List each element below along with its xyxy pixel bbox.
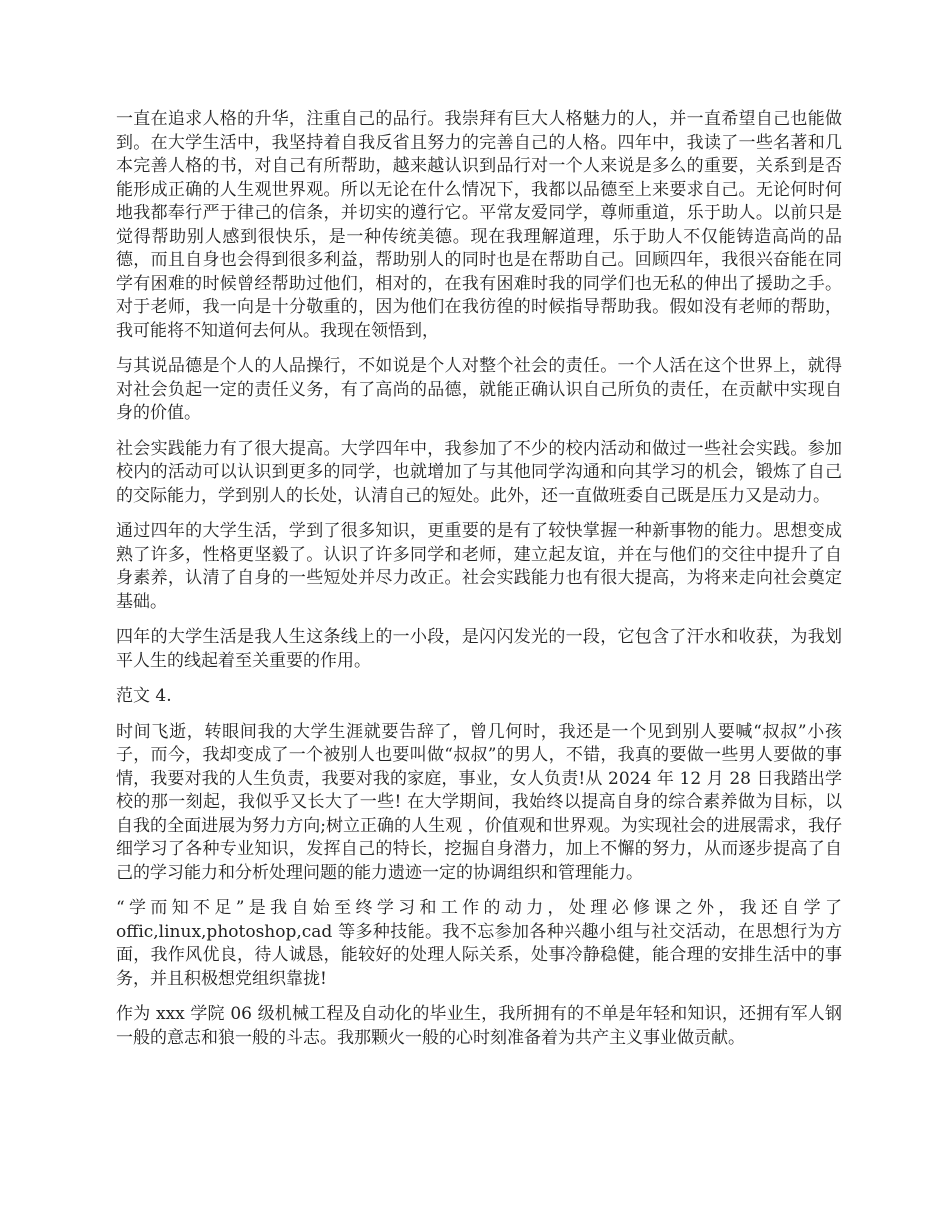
paragraph-time-flies: 时间飞逝，转眼间我的大学生涯就要告辞了，曾几何时，我还是一个见到别人要喊“叔叔”小孩子，而今，我却变成了一个被别人也要叫做“叔叔”的男人，不错，我真的要做一些男人要做的事情，我要对我的人生负责，我要对我的家庭，事业，女人负责!从 2024 年 12 月 28 日我踏出学校的那一刻起，我似乎又长大了一些! 在大学期间，我始终以提高自身的综合素养做为目标，以自我的全面进展为努力方向;树立正确的人生观 ，价值观和世界观。为实现社会的进展需求，我仔细学习了各种专业知识，发挥自己的特长，挖掘自身潜力，加上不懈的努力，从而逐步提高了自己的学习能力和分析处理问题的能力遗迹一定的协调组织和管理能力。	[116, 721, 842, 883]
paragraph-university-life: 四年的大学生活是我人生这条线上的一小段，是闪闪发光的一段，它包含了汗水和收获，为我划平人生的线起着至关重要的作用。	[116, 627, 842, 671]
document-body	[116, 108, 842, 1062]
paragraph-social-responsibility: 与其说品德是个人的人品操行，不如说是个人对整个社会的责任。一个人活在这个世界上，就得对社会负起一定的责任义务，有了高尚的品德，就能正确认识自己所负的责任，在贡献中实现自身的价值。	[116, 356, 842, 423]
paragraph-graduate-statement: 作为 xxx 学院 06 级机械工程及自动化的毕业生，我所拥有的不单是年轻和知识，还拥有军人钢一般的意志和狼一般的斗志。我那颗火一般的心时刻准备着为共产主义事业做贡献。	[116, 1004, 842, 1048]
paragraph-self-study: “学而知不足”是我自始至终学习和工作的动力，处理必修课之外，我还自学了 offic,linux,photoshop,cad 等多种技能。我不忘参加各种兴趣小组与社交活动，在思想行为方面，我作风优良，待人诚恳，能较好的处理人际关系，处事冷静稳健，能合理的安排生活中的事务，并且积极想党组织靠拢!	[116, 898, 842, 989]
paragraph-knowledge-growth: 通过四年的大学生活，学到了很多知识，更重要的是有了较快掌握一种新事物的能力。思想变成熟了许多，性格更坚毅了。认识了许多同学和老师，建立起友谊，并在与他们的交往中提升了自身素养，认清了自身的一些短处并尽力改正。社会实践能力也有很大提高，为将来走向社会奠定基础。	[116, 521, 842, 612]
section-heading-sample-4: 范文 4.	[116, 686, 172, 706]
paragraph-moral-character: 一直在追求人格的升华，注重自己的品行。我崇拜有巨大人格魅力的人，并一直希望自己也能做到。在大学生活中，我坚持着自我反省且努力的完善自己的人格。四年中，我读了一些名著和几本完善人格的书，对自己有所帮助，越来越认识到品行对一个人来说是多么的重要，关系到是否能形成正确的人生观世界观。所以无论在什么情况下，我都以品德至上来要求自己。无论何时何地我都奉行严于律己的信条，并切实的遵行它。平常友爱同学，尊师重道，乐于助人。以前只是觉得帮助别人感到很快乐，是一种传统美德。现在我理解道理，乐于助人不仅能铸造高尚的品德，而且自身也会得到很多利益，帮助别人的同时也是在帮助自己。回顾四年，我很兴奋能在同学有困难的时候曾经帮助过他们，相对的，在我有困难时我的同学们也无私的伸出了援助之手。对于老师，我一向是十分敬重的，因为他们在我彷徨的时候指导帮助我。假如没有老师的帮助，我可能将不知道何去何从。我现在领悟到，	[116, 109, 842, 341]
paragraph-social-practice: 社会实践能力有了很大提高。大学四年中，我参加了不少的校内活动和做过一些社会实践。参加校内的活动可以认识到更多的同学，也就增加了与其他同学沟通和向其学习的机会，锻炼了自己的交际能力，学到别人的长处，认清自己的短处。此外，还一直做班委自己既是压力又是动力。	[116, 438, 842, 506]
